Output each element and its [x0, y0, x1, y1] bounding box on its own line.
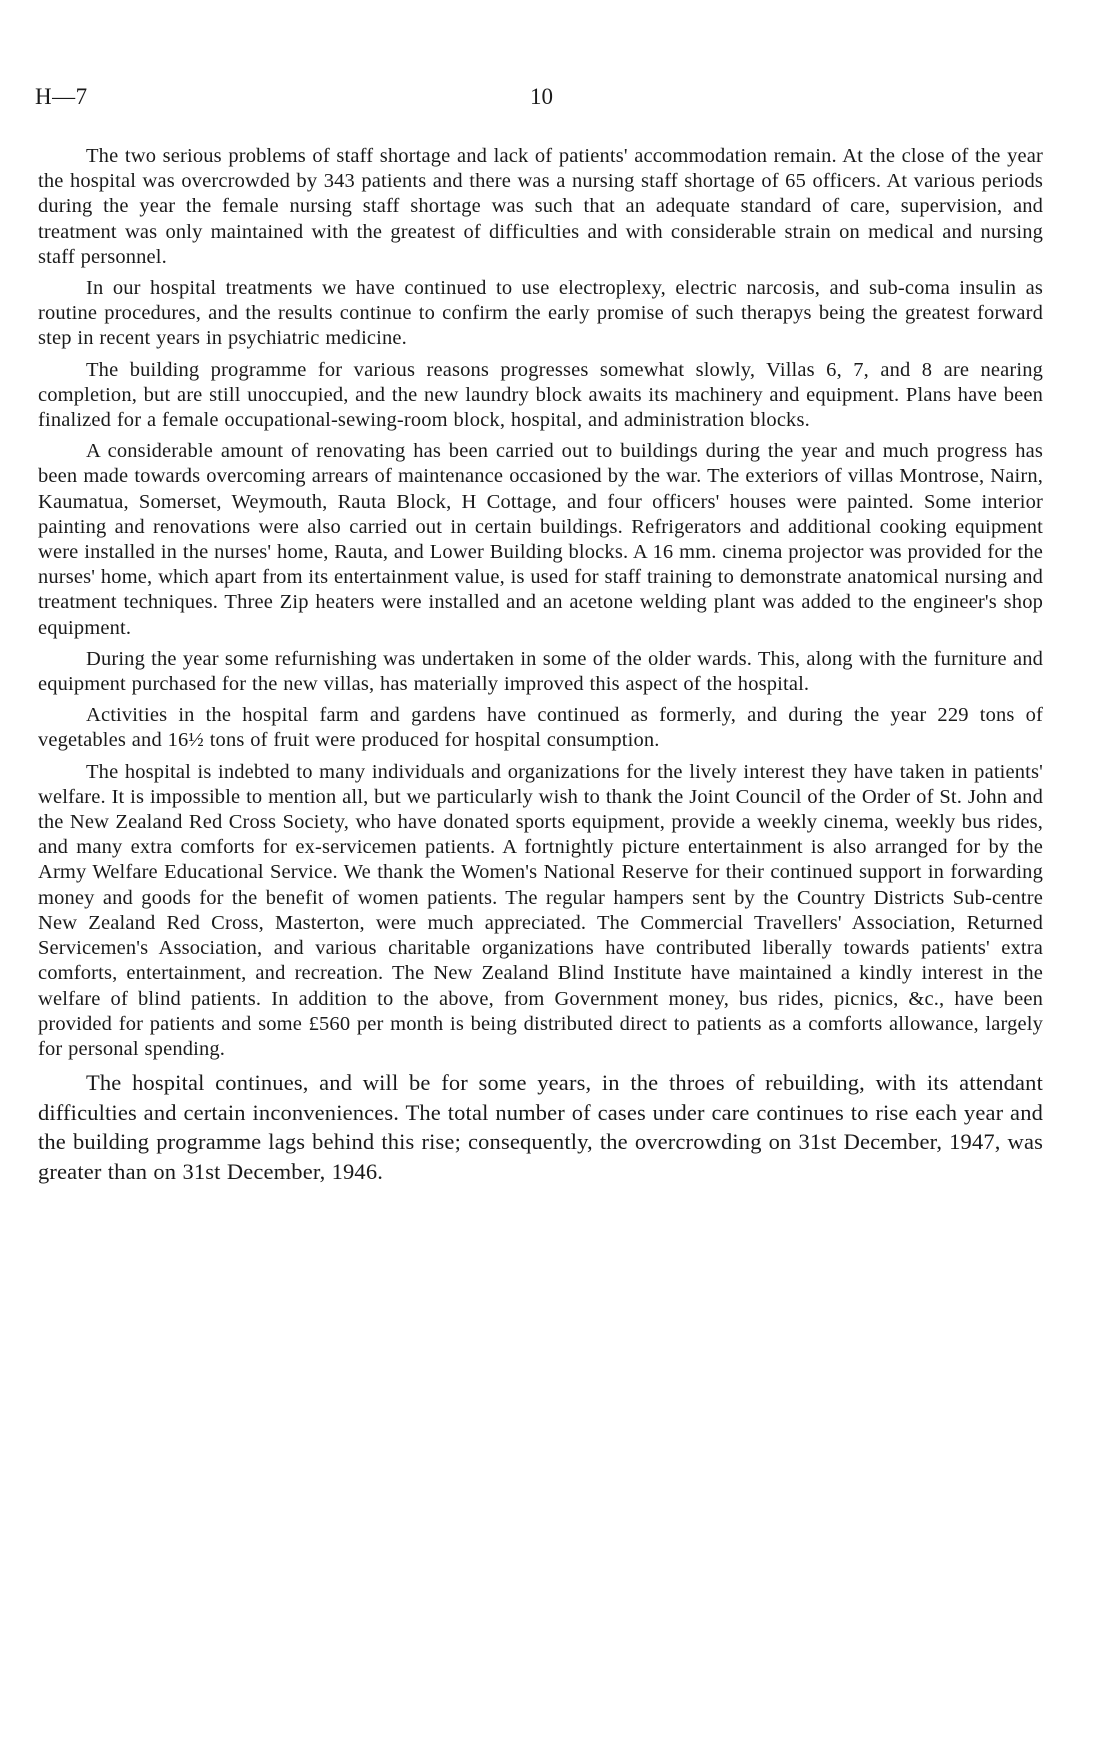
- paragraph-treatments: In our hospital treatments we have continued to use electroplexy, electric narcosis, and sub-coma insulin as routine procedures, and the results continue to confirm the early promise of such therapys being the greatest forward step in recent years in psychiatric medicine.: [38, 277, 1043, 350]
- paragraph-staffing-problems: The two serious problems of staff shortage and lack of patients' accommodation remain. At the close of the year the hospital was overcrowded by 343 patients and there was a nursing staff shortage of 65 officers. At various periods during the year the female nursing staff shortage was such that an adequate standard of care, supervision, and treatment was only maintained with the greatest of difficulties and with considerable strain on medical and nursing staff personnel.: [38, 145, 1043, 268]
- paragraph-acknowledgements: The hospital is indebted to many individuals and organizations for the lively interest they have taken in patients' welfare. It is impossible to mention all, but we particularly wish to thank the Joint Council of the Order of St. John and the New Zealand Red Cross Society, who have donated sports equipment, provide a weekly cinema, weekly bus rides, and many extra comforts for ex-servicemen patients. A fortnightly picture entertainment is also arranged for by the Army Welfare Educational Service. We thank the Women's National Reserve for their continued support in forwarding money and goods for the benefit of women patients. The regular hampers sent by the Country Districts Sub-centre New Zealand Red Cross, Masterton, were much appreciated. The Commercial Travellers' Association, Returned Servicemen's Association, and various charitable organizations have contributed liberally towards patients' extra comforts, entertainment, and recreation. The New Zealand Blind Institute have maintained a kindly interest in the welfare of blind patients. In addition to the above, from Government money, bus rides, picnics, &c., have been provided for patients and some £560 per month is being distributed direct to patients as a comforts allowance, largely for personal spending.: [38, 760, 1043, 1060]
- page-number: 10: [530, 84, 553, 109]
- paragraph-rebuilding: The hospital continues, and will be for some years, in the throes of rebuilding, with its attendant difficulties and certain inconveniences. The total number of cases under care continues to rise each year and the building programme lags behind this rise; consequently, the overcrowding on 31st December, 1947, was greater than on 31st December, 1946.: [38, 1070, 1043, 1184]
- paragraph-refurnishing: During the year some refurnishing was undertaken in some of the older wards. This, along with the furniture and equipment purchased for the new villas, has materially improved this aspect of the hospital.: [38, 647, 1043, 696]
- running-head: H—7: [35, 84, 88, 109]
- paragraph-building-programme: The building programme for various reasons progresses somewhat slowly, Villas 6, 7, and 8 are nearing completion, but are still unoccupied, and the new laundry block awaits its machinery and equipment. Plans have been finalized for a female occupational-sewing-room block, hospital, and administration blocks.: [38, 358, 1043, 432]
- paragraph-farm-and-gardens: Activities in the hospital farm and gardens have continued as formerly, and during the year 229 tons of vegetables and 16½ tons of fruit were produced for hospital consumption.: [38, 704, 1043, 752]
- paragraph-renovations: A considerable amount of renovating has been carried out to buildings during the year and much progress has been made towards overcoming arrears of maintenance occasioned by the war. The exteriors of villas Montrose, Nairn, Kaumatua, Somerset, Weymouth, Rauta Block, H Cottage, and four officers' houses were painted. Some interior painting and renovations were also carried out in certain buildings. Refrigerators and additional cooking equipment were installed in the nurses' home, Rauta, and Lower Building blocks. A 16 mm. cinema projector was provided for the nurses' home, which apart from its entertainment value, is used for staff training to demonstrate anatomical nursing and treatment techniques. Three Zip heaters were installed and an acetone welding plant was added to the engineer's shop equipment.: [38, 440, 1044, 639]
- body-text: [38, 144, 1043, 1192]
